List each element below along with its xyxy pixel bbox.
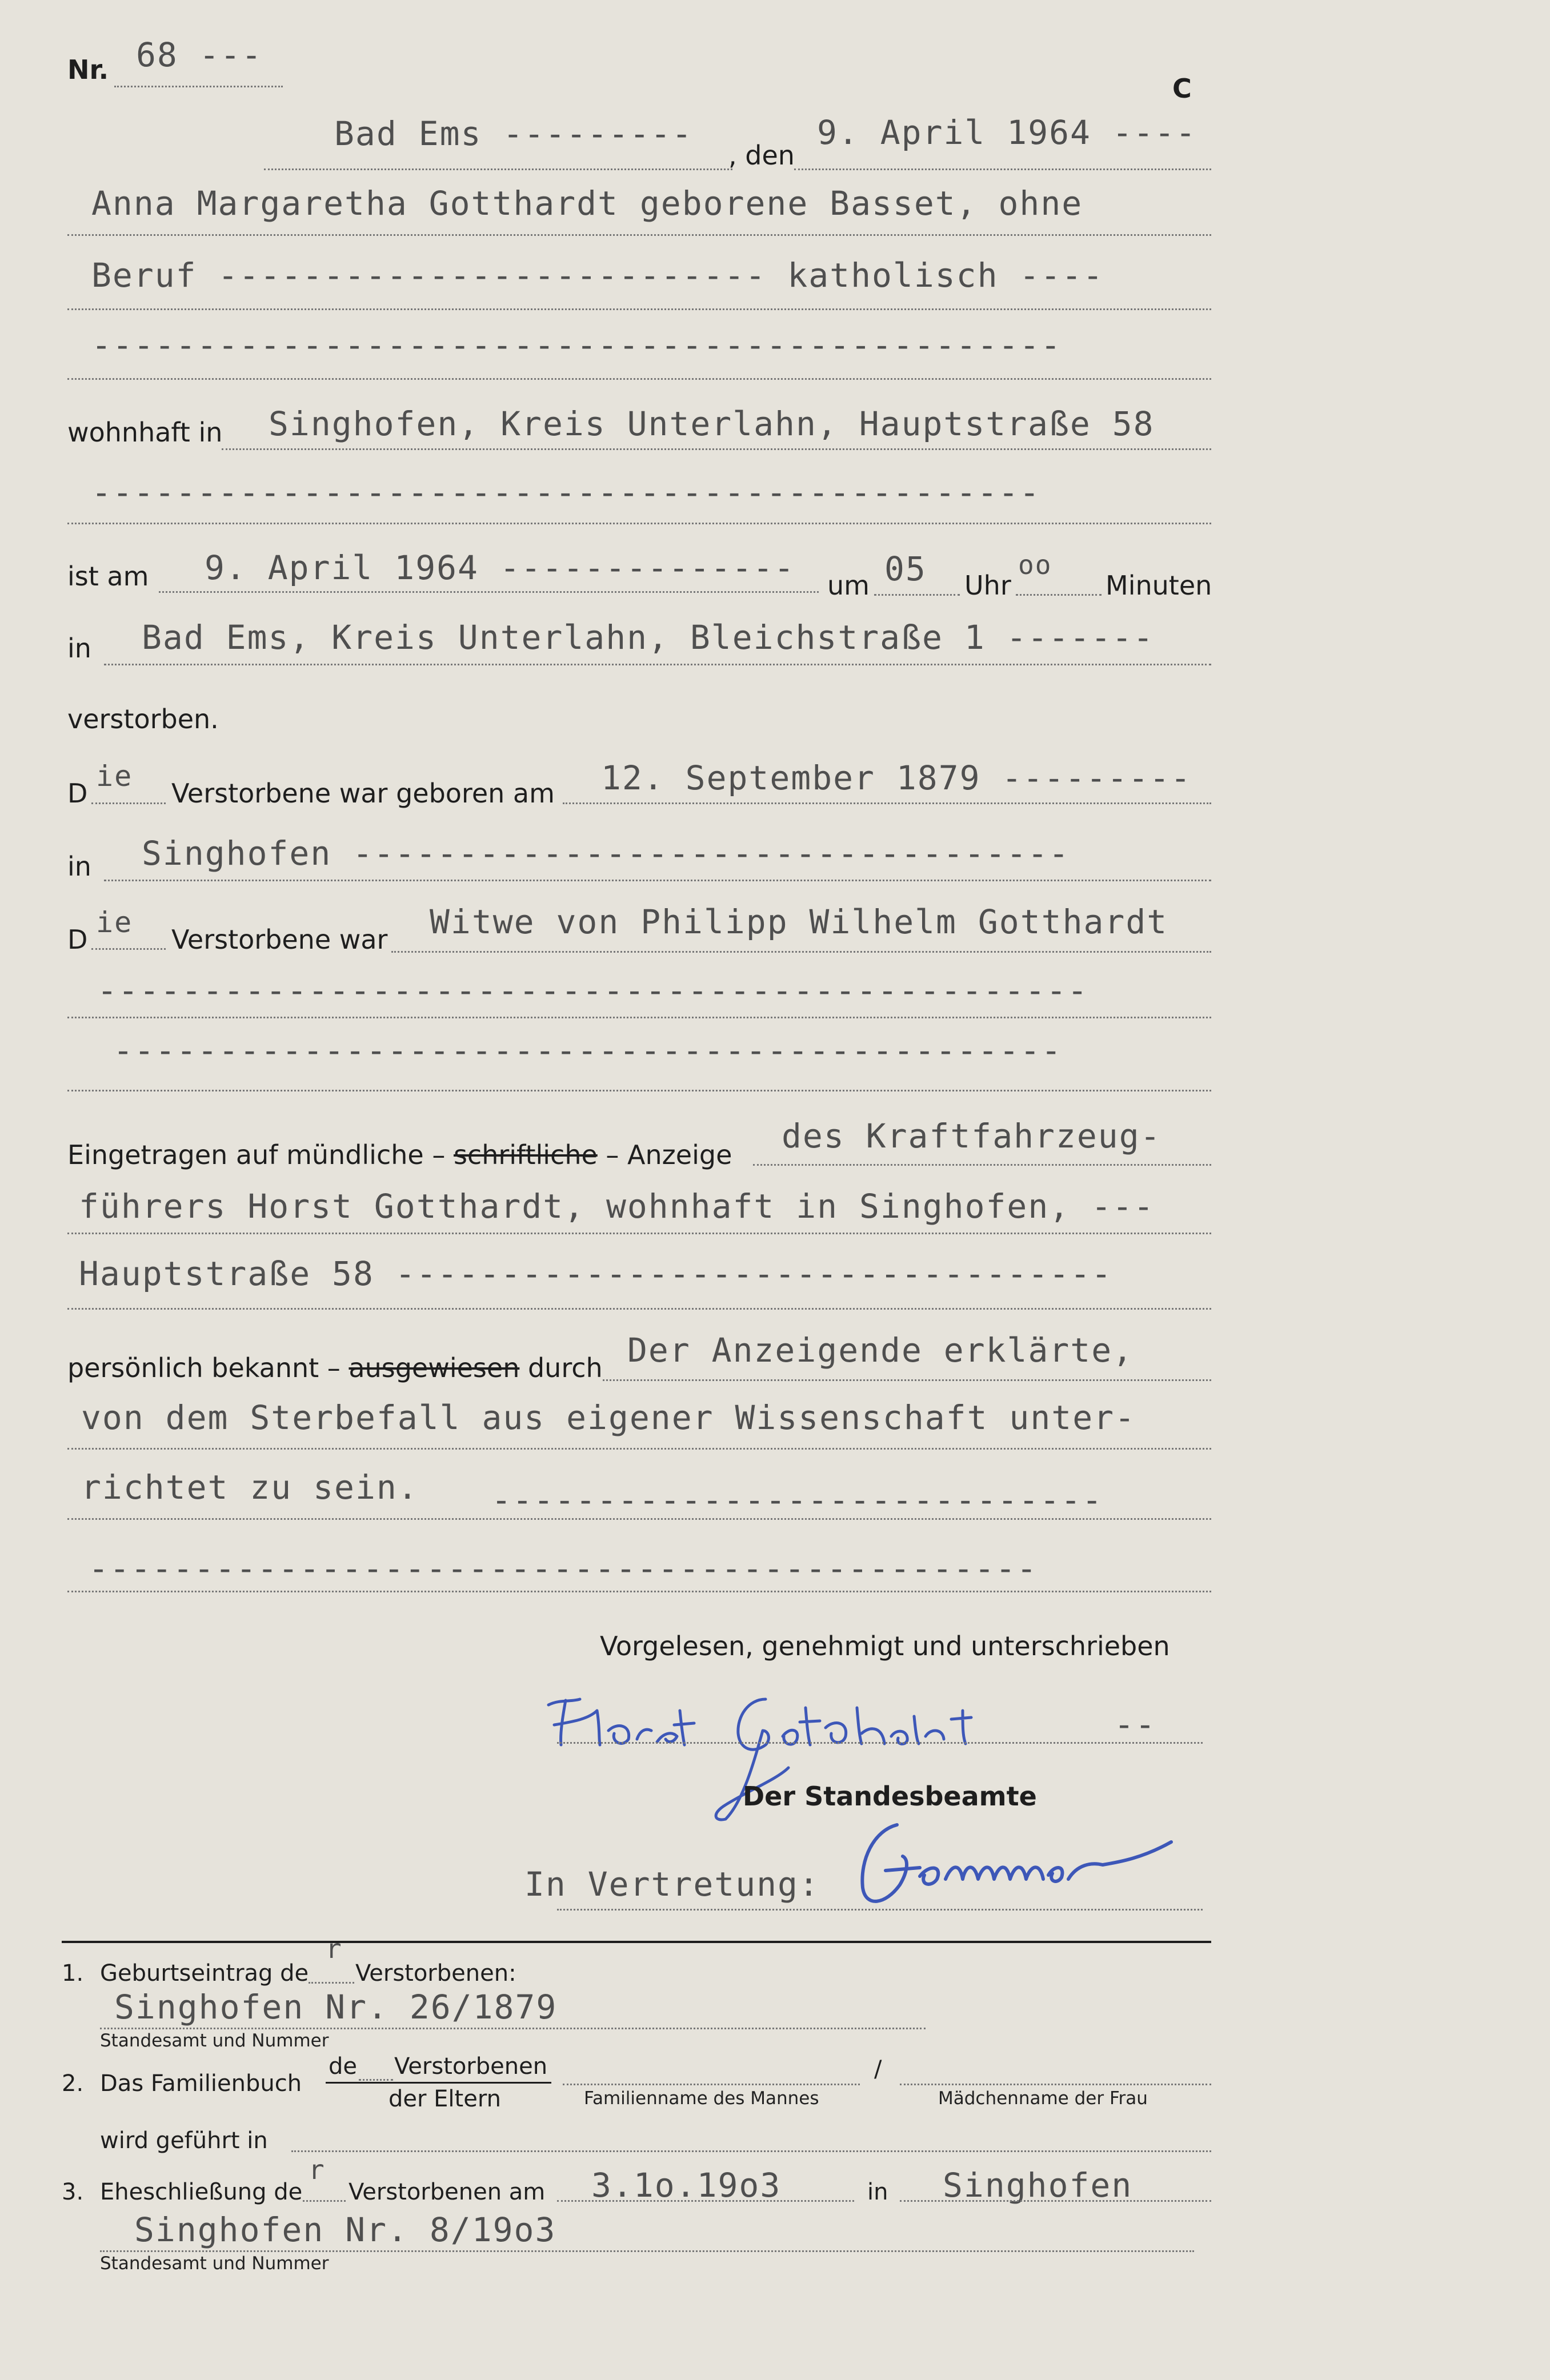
death-hour: 05 bbox=[884, 549, 927, 588]
dotted-line bbox=[563, 2084, 860, 2085]
dash-fill: ---------------------------------------------- bbox=[91, 326, 1062, 364]
dash-fill: ----------------------------- bbox=[491, 1480, 1103, 1519]
dotted-line bbox=[391, 951, 1211, 953]
deceased-name: Anna Margaretha Gotthardt geborene Basset, ohne bbox=[91, 184, 1083, 223]
uhr-label: Uhr bbox=[964, 570, 1011, 601]
birth-place: Singhofen ---------------------------------- bbox=[142, 834, 1070, 873]
marriage-gender-ending: r bbox=[309, 2154, 326, 2185]
dotted-line bbox=[67, 1090, 1211, 1091]
marriage-date-label: Verstorbenen am bbox=[349, 2179, 546, 2205]
death-place-label: in bbox=[67, 633, 91, 664]
dotted-line bbox=[303, 2200, 346, 2202]
dotted-line bbox=[67, 1518, 1211, 1520]
item-1-number: 1. bbox=[62, 1960, 84, 1986]
report-label bbox=[67, 1139, 732, 1170]
marriage-place: Singhofen bbox=[943, 2166, 1133, 2205]
death-date: 9. April 1964 -------------- bbox=[205, 548, 795, 587]
death-minute: oo bbox=[1018, 549, 1052, 580]
dash-fill: --------------------------------------------- bbox=[113, 1031, 1063, 1070]
birth-entry-gender-ending: r bbox=[326, 1933, 343, 1964]
registration-date: 9. April 1964 ---- bbox=[817, 113, 1197, 152]
dotted-line bbox=[67, 234, 1211, 236]
identity-line3: richtet zu sein. bbox=[81, 1468, 419, 1507]
dotted-line bbox=[114, 86, 283, 87]
birth-place-label: in bbox=[67, 851, 91, 882]
identity-line1: Der Anzeigende erklärte, bbox=[627, 1331, 1134, 1370]
dotted-line bbox=[159, 591, 819, 593]
dotted-line bbox=[563, 802, 1211, 804]
dotted-line bbox=[557, 1742, 1203, 1744]
den-label: , den bbox=[728, 140, 795, 171]
status-d-label: D bbox=[67, 924, 88, 955]
form-letter: C bbox=[1172, 73, 1192, 104]
dotted-line bbox=[222, 448, 1211, 450]
report-label-struck: schriftliche bbox=[453, 1139, 598, 1170]
birth-date-label: Verstorbene war geboren am bbox=[171, 778, 555, 809]
marriage-label: Eheschließung de bbox=[100, 2179, 303, 2205]
nr-label: Nr. bbox=[67, 54, 109, 85]
dash-fill: ----------------------------------------------- bbox=[97, 971, 1089, 1010]
informant-line3: Hauptstraße 58 ---------------------------------- bbox=[79, 1254, 1113, 1293]
register-number: 68 --- bbox=[136, 35, 263, 74]
identity-line2: von dem Sterbefall aus eigener Wissenschaft unter- bbox=[81, 1398, 1136, 1437]
husband-surname-caption: Familienname des Mannes bbox=[584, 2088, 819, 2109]
footer-separator bbox=[62, 1941, 1211, 1943]
dotted-line bbox=[359, 2079, 393, 2081]
dotted-line bbox=[67, 1017, 1211, 1018]
dotted-line bbox=[100, 2028, 926, 2029]
report-label-end: – Anzeige bbox=[606, 1139, 732, 1170]
birth-article-ending: ie bbox=[96, 760, 133, 793]
dotted-line bbox=[557, 1909, 1203, 1911]
marriage-registry-caption: Standesamt und Nummer bbox=[100, 2253, 329, 2274]
birth-registry-caption: Standesamt und Nummer bbox=[100, 2030, 329, 2051]
dotted-line bbox=[309, 1982, 354, 1984]
verstorben-label: verstorben. bbox=[67, 704, 219, 735]
dotted-line bbox=[67, 308, 1211, 310]
death-date-label: ist am bbox=[67, 561, 149, 592]
marriage-place-label: in bbox=[867, 2179, 888, 2205]
identity-label-end: durch bbox=[527, 1352, 603, 1383]
birth-entry-value: Singhofen Nr. 26/1879 bbox=[114, 1988, 558, 2026]
dotted-line bbox=[67, 523, 1211, 524]
dotted-line bbox=[104, 880, 1211, 881]
minuten-label: Minuten bbox=[1106, 570, 1212, 601]
identity-label bbox=[67, 1352, 603, 1383]
registrar-signature bbox=[851, 1808, 1194, 1922]
birth-entry-label: Geburtseintrag de bbox=[100, 1960, 309, 1986]
dotted-line bbox=[67, 1448, 1211, 1450]
dotted-line bbox=[874, 594, 960, 596]
dotted-line bbox=[900, 2200, 1211, 2202]
family-book-rule bbox=[326, 2082, 551, 2084]
dotted-line bbox=[67, 1233, 1211, 1234]
death-place: Bad Ems, Kreis Unterlahn, Bleichstraße 1 ------- bbox=[142, 618, 1155, 657]
family-book-de: de bbox=[329, 2053, 357, 2080]
report-label-start: Eingetragen auf mündliche – bbox=[67, 1139, 446, 1170]
birth-date: 12. September 1879 --------- bbox=[601, 758, 1192, 797]
occupation-religion: Beruf -------------------------- katholisch ---- bbox=[91, 256, 1104, 295]
dotted-line bbox=[1016, 594, 1102, 596]
residence-label: wohnhaft in bbox=[67, 417, 223, 448]
item-2-number: 2. bbox=[62, 2070, 84, 2097]
dotted-line bbox=[67, 1308, 1211, 1310]
residence-address: Singhofen, Kreis Unterlahn, Hauptstraße 58 bbox=[269, 404, 1155, 443]
dash-fill: --------------------------------------------- bbox=[89, 1549, 1038, 1588]
family-book-slash: / bbox=[874, 2056, 882, 2082]
marriage-entry-value: Singhofen Nr. 8/19o3 bbox=[134, 2210, 556, 2249]
marital-status: Witwe von Philipp Wilhelm Gotthardt bbox=[430, 902, 1168, 941]
dotted-line bbox=[557, 2200, 854, 2202]
dotted-line bbox=[291, 2150, 1211, 2152]
dotted-line bbox=[91, 948, 166, 950]
um-label: um bbox=[827, 570, 870, 601]
signature-dashes: -- bbox=[1114, 1705, 1156, 1744]
dotted-line bbox=[753, 1164, 1211, 1166]
place-of-registration: Bad Ems --------- bbox=[334, 114, 693, 153]
family-book-deceased: Verstorbenen bbox=[394, 2053, 548, 2080]
identity-label-start: persönlich bekannt – bbox=[67, 1352, 341, 1383]
family-book-parents: der Eltern bbox=[388, 2086, 501, 2112]
dash-fill: --------------------------------------------- bbox=[91, 473, 1041, 512]
family-book-label: Das Familienbuch bbox=[100, 2070, 302, 2097]
dotted-line bbox=[67, 378, 1211, 380]
dotted-line bbox=[794, 168, 1211, 170]
identity-label-struck: ausgewiesen bbox=[349, 1352, 520, 1383]
dotted-line bbox=[91, 802, 166, 804]
dotted-line bbox=[104, 664, 1211, 665]
informant-line1: des Kraftfahrzeug- bbox=[782, 1117, 1162, 1155]
registrar-title: Der Standesbeamte bbox=[743, 1781, 1037, 1812]
informant-line2: führers Horst Gotthardt, wohnhaft in Singhofen, --- bbox=[79, 1187, 1155, 1226]
kept-in-label: wird geführt in bbox=[100, 2128, 268, 2154]
marriage-date: 3.1o.19o3 bbox=[591, 2166, 782, 2205]
birth-d-label: D bbox=[67, 778, 88, 809]
status-article-ending: ie bbox=[96, 906, 133, 939]
in-representation-label: In Vertretung: bbox=[524, 1865, 820, 1904]
item-3-number: 3. bbox=[62, 2179, 84, 2205]
dotted-line bbox=[603, 1379, 1211, 1381]
dotted-line bbox=[264, 168, 732, 170]
wife-maiden-name-caption: Mädchenname der Frau bbox=[938, 2088, 1148, 2109]
dotted-line bbox=[900, 2084, 1211, 2085]
marital-status-label: Verstorbene war bbox=[171, 924, 388, 955]
dotted-line bbox=[67, 1591, 1211, 1592]
read-approved-signed: Vorgelesen, genehmigt und unterschrieben bbox=[600, 1631, 1170, 1661]
dotted-line bbox=[100, 2250, 1194, 2252]
birth-entry-label-end: Verstorbenen: bbox=[355, 1960, 516, 1986]
